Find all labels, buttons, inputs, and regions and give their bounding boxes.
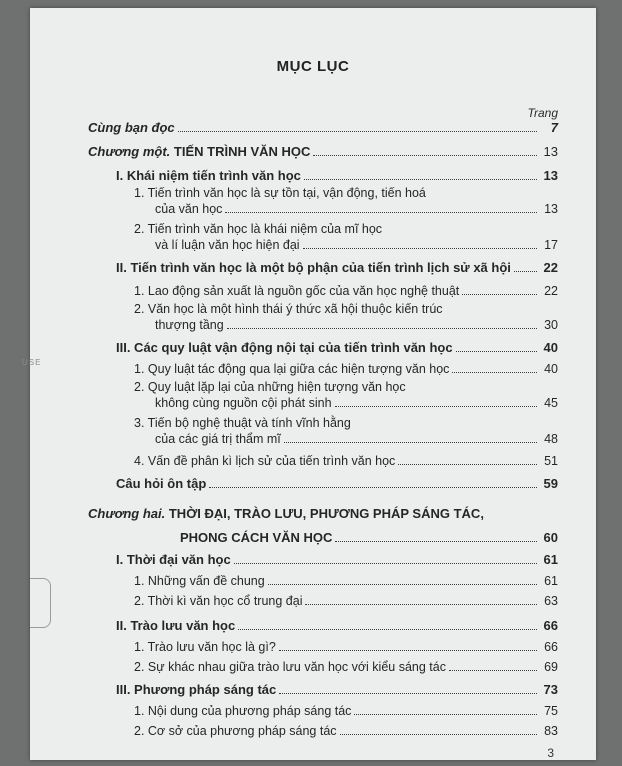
table-of-contents xyxy=(30,8,596,760)
toc-entry-page: 48 xyxy=(544,432,558,446)
subsection-entry xyxy=(155,202,558,216)
toc-entry-label: 1. Quy luật tác động qua lại giữa các hiện tượng văn học xyxy=(134,362,450,376)
toc-entry-label: 2. Sự khác nhau giữa trào lưu văn học với kiểu sáng tác xyxy=(134,660,446,674)
leader-dots xyxy=(456,351,537,352)
subsection-label: 2. Tiến trình văn học là khái niệm của mĩ học xyxy=(134,222,383,236)
toc-entry-label: III. Các quy luật vận động nội tại của tiến trình văn học xyxy=(116,340,453,355)
toc-entry xyxy=(88,120,558,135)
subsection-label: 3. Tiến bộ nghệ thuật và tính vĩnh hằng xyxy=(134,416,351,430)
leader-dots xyxy=(462,294,537,295)
toc-entry-label: 4. Vấn đề phân kì lịch sử của tiến trình văn học xyxy=(134,454,396,468)
leader-dots xyxy=(452,372,537,373)
subsection-label: 2. Văn học là một hình thái ý thức xã hội thuộc kiến trúc xyxy=(134,302,443,316)
toc-entry-label: 1. Nội dung của phương pháp sáng tác xyxy=(134,704,352,718)
toc-entry-page: 17 xyxy=(544,238,558,252)
chapter-heading xyxy=(88,506,484,521)
leader-dots xyxy=(304,179,537,180)
toc-entry-label: và lí luận văn học hiện đại xyxy=(155,238,300,252)
leader-dots xyxy=(305,604,537,605)
chapter-prefix: Chương một. xyxy=(88,144,171,159)
leader-dots xyxy=(398,464,537,465)
toc-entry-page: 59 xyxy=(543,476,558,491)
toc-entry-page: 73 xyxy=(543,682,558,697)
subsection-entry xyxy=(155,432,558,446)
leader-dots xyxy=(178,131,537,132)
toc-entry-label: 2. Thời kì văn học cổ trung đại xyxy=(134,594,303,608)
toc-entry-page: 75 xyxy=(544,704,558,718)
leader-dots xyxy=(284,442,537,443)
subsection-entry xyxy=(134,284,558,298)
toc-entry-label: 1. Trào lưu văn học là gì? xyxy=(134,640,276,654)
section-entry xyxy=(116,618,558,633)
toc-entry-page: 30 xyxy=(544,318,558,332)
toc-entry-page: 7 xyxy=(550,120,558,135)
leader-dots xyxy=(279,693,537,694)
section-entry xyxy=(116,476,558,491)
toc-entry-label: Cùng bạn đọc xyxy=(88,120,175,135)
toc-entry-page: 13 xyxy=(543,144,558,159)
leader-dots xyxy=(335,406,537,407)
toc-entry-page: 22 xyxy=(544,284,558,298)
subsection-entry xyxy=(155,396,558,410)
leader-dots xyxy=(303,248,537,249)
toc-entry-page: 63 xyxy=(544,594,558,608)
subsection-entry xyxy=(134,574,558,588)
toc-entry-label: 2. Cơ sở của phương pháp sáng tác xyxy=(134,724,337,738)
page-number: 3 xyxy=(547,746,554,760)
toc-entry-label: của các giá trị thẩm mĩ xyxy=(155,432,281,446)
toc-entry-label: 1. Những vấn đề chung xyxy=(134,574,265,588)
section-entry xyxy=(116,682,558,697)
section-entry xyxy=(116,260,558,275)
leader-dots xyxy=(313,155,537,156)
toc-entry-page: 45 xyxy=(544,396,558,410)
chapter-entry xyxy=(180,530,558,545)
leader-dots xyxy=(227,328,537,329)
toc-entry-page: 60 xyxy=(543,530,558,545)
toc-entry-label: II. Tiến trình văn học là một bộ phận của tiến trình lịch sử xã hội xyxy=(116,260,511,275)
toc-entry-page: 22 xyxy=(543,260,558,275)
chapter-title: PHONG CÁCH VĂN HỌC xyxy=(180,530,333,545)
toc-entry-label: thượng tầng xyxy=(155,318,224,332)
toc-entry-page: 51 xyxy=(544,454,558,468)
leader-dots xyxy=(234,563,537,564)
leader-dots xyxy=(449,670,537,671)
toc-entry-label: của văn học xyxy=(155,202,223,216)
leader-dots xyxy=(340,734,537,735)
leader-dots xyxy=(268,584,537,585)
toc-entry-page: 66 xyxy=(544,640,558,654)
leader-dots xyxy=(225,212,537,213)
toc-entry-label: Câu hỏi ôn tập xyxy=(116,476,207,491)
subsection-label: 1. Tiến trình văn học là sự tồn tại, vận động, tiến hoá xyxy=(134,186,426,200)
section-entry xyxy=(116,340,558,355)
leader-dots xyxy=(238,629,537,630)
subsection-entry xyxy=(134,704,558,718)
toc-entry-page: 83 xyxy=(544,724,558,738)
subsection-entry xyxy=(155,318,558,332)
page-title: MỤC LỤC xyxy=(276,58,350,75)
subsection-entry xyxy=(155,238,558,252)
toc-entry-label: không cùng nguồn cội phát sinh xyxy=(155,396,332,410)
toc-entry-page: 13 xyxy=(544,202,558,216)
toc-entry-page: 40 xyxy=(543,340,558,355)
subsection-entry xyxy=(134,724,558,738)
subsection-label: 2. Quy luật lặp lại của những hiện tượng văn học xyxy=(134,380,406,394)
leader-dots xyxy=(354,714,537,715)
subsection-entry xyxy=(134,660,558,674)
toc-entry-label: III. Phương pháp sáng tác xyxy=(116,682,277,697)
section-entry xyxy=(116,168,558,183)
subsection-entry xyxy=(134,640,558,654)
book-page xyxy=(22,8,596,760)
margin-label: USE xyxy=(22,358,42,367)
chapter-prefix: Chương hai. xyxy=(88,506,166,521)
chapter-entry xyxy=(88,144,558,159)
subsection-entry xyxy=(134,594,558,608)
toc-entry-label: I. Thời đại văn học xyxy=(116,552,231,567)
toc-entry-label: II. Trào lưu văn học xyxy=(116,618,236,633)
leader-dots xyxy=(335,541,537,542)
toc-entry-page: 13 xyxy=(543,168,558,183)
toc-entry-page: 66 xyxy=(543,618,558,633)
subsection-entry xyxy=(134,454,558,468)
page-column-label: Trang xyxy=(527,106,558,120)
toc-entry-label: 1. Lao động sản xuất là nguồn gốc của văn học nghệ thuật xyxy=(134,284,460,298)
leader-dots xyxy=(514,271,537,272)
toc-entry-label: I. Khái niệm tiến trình văn học xyxy=(116,168,301,183)
chapter-title: THỜI ĐẠI, TRÀO LƯU, PHƯƠNG PHÁP SÁNG TÁC, xyxy=(168,506,484,521)
chapter-title: TIẾN TRÌNH VĂN HỌC xyxy=(173,144,311,159)
toc-entry-page: 40 xyxy=(544,362,558,376)
subsection-entry xyxy=(134,362,558,376)
section-entry xyxy=(116,552,558,567)
leader-dots xyxy=(279,650,537,651)
toc-entry-page: 69 xyxy=(544,660,558,674)
toc-entry-page: 61 xyxy=(544,574,558,588)
toc-entry-page: 61 xyxy=(543,552,558,567)
leader-dots xyxy=(209,487,537,488)
